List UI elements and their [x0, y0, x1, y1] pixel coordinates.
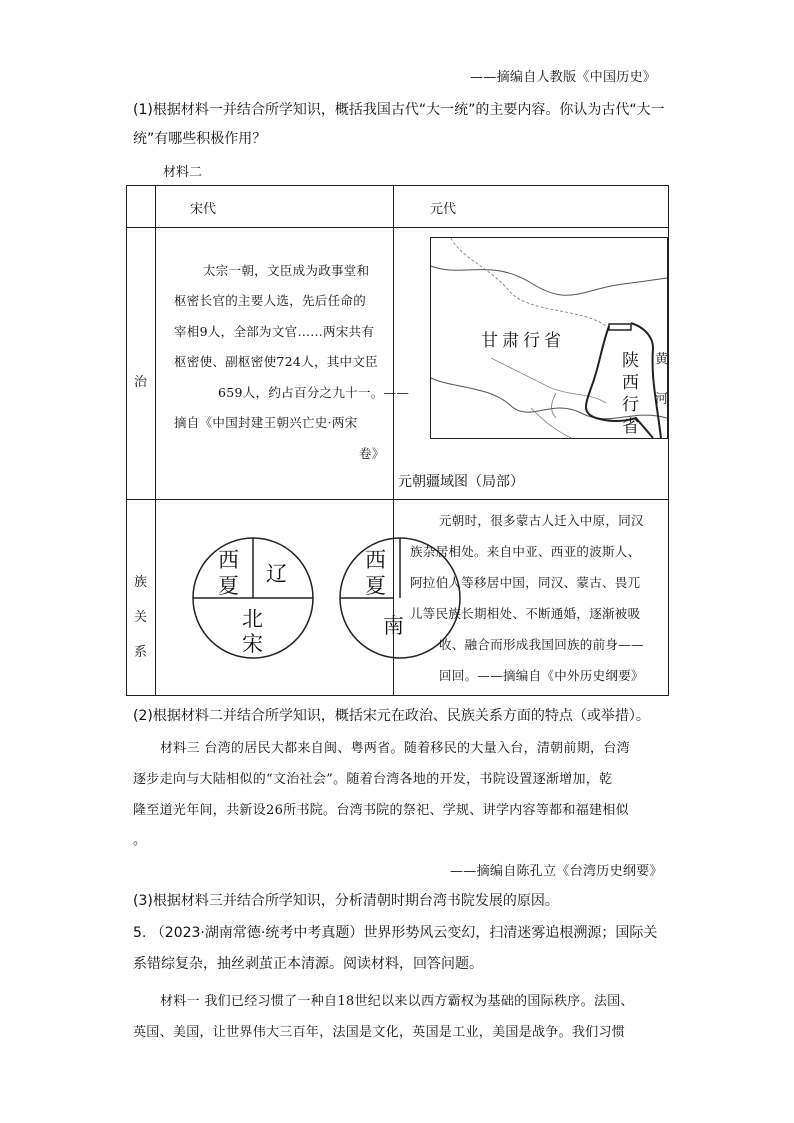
song-politics-line: 枢密使、副枢密使724人，其中文臣 [174, 354, 378, 369]
material-1-line: 材料一 我们已经习惯了一种自18世纪以来以西方霸权为基础的国际秩序。法国、 [160, 994, 634, 1009]
song-politics-line: 太宗一朝，文臣成为政事堂和 [203, 263, 370, 278]
material-1-line: 英国、美国，让世界伟大三百年，法国是文化，英国是工业，美国是战争。我们习惯 [133, 1025, 626, 1040]
circle2-partial-text: 南 [383, 614, 404, 638]
circle1-xixia-2: 夏 [218, 574, 239, 598]
circle1-xixia-1: 西 [218, 548, 239, 572]
song-politics-line: 摘自《中国封建王朝兴亡史·两宋 [174, 415, 358, 430]
song-politics-line: 659人，约占百分之九十一。—— [218, 385, 410, 400]
song-politics-line: 宰相9人，全部为文官……两宋共有 [174, 324, 375, 339]
yuan-ethnic-line: 回回。——摘编自《中外历史纲要》 [439, 668, 644, 683]
map-label-shaanxi-2: 西 [622, 373, 639, 393]
yuan-ethnic-line: 元朝时，很多蒙古人迁入中原，同汉 [439, 513, 644, 528]
source-line-3: ——摘编自陈孔立《台湾历史纲要》 [450, 864, 663, 879]
question-1-line-1: (1)根据材料一并结合所学知识，概括我国古代“大一统”的主要内容。你认为古代“大一 [133, 102, 665, 118]
yuan-territory-map [430, 237, 668, 439]
question-2: (2)根据材料二并结合所学知识，概括宋元在政治、民族关系方面的特点（或举措）。 [133, 708, 650, 724]
question-1-line-2: 统”有哪些积极作用？ [133, 131, 267, 147]
yuan-ethnic-line: 儿等民族长期相处、不断通婚，逐渐被吸 [410, 606, 641, 621]
map-caption: 元朝疆域图（局部） [398, 474, 524, 490]
map-label-edge-1: 黄 [655, 352, 669, 367]
map-label-gansu: 甘肃行省 [481, 331, 565, 351]
question-5-line-1: 5. （2023·湖南常德·统考中考真题）世界形势风云变幻，扫清迷雾追根溯源；国际关 [133, 925, 658, 941]
header-yuan: 元代 [430, 202, 457, 217]
comparison-table [126, 185, 669, 696]
song-circle-diagram [155, 500, 404, 696]
question-5-line-2: 系错综复杂，抽丝剥茧正本清源。阅读材料，回答问题。 [133, 956, 483, 972]
material-3-line: 。 [133, 833, 147, 848]
yuan-ethnic-line: 族杂居相处。来自中亚、西亚的波斯人、 [410, 544, 641, 559]
material-3-line: 材料三 台湾的居民大都来自闽、粤两省。随着移民的大量入台，清朝前期，台湾 [160, 741, 630, 756]
row-label-ethnic-3: 系 [134, 645, 148, 660]
row-label-ethnic-2: 关 [134, 610, 148, 625]
yuan-ethnic-line: 阿拉伯人等移居中国，同汉、蒙古、畏兀 [410, 575, 641, 590]
material-2-label: 材料二 [163, 165, 203, 180]
source-line-1: ——摘编自人教版《中国历史》 [470, 70, 657, 85]
map-label-edge-2: 河 [655, 392, 669, 407]
circle1-liao: 辽 [266, 562, 287, 586]
song-politics-line: 枢密长官的主要人选，先后任命的 [174, 293, 367, 308]
material-3-line: 隆至道光年间，共新设26所书院。台湾书院的祭祀、学规、讲学内容等都和福建相似 [133, 803, 629, 818]
row-label-ethnic-1: 族 [134, 575, 148, 590]
question-3: (3)根据材料三并结合所学知识，分析清朝时期台湾书院发展的原因。 [133, 893, 559, 909]
map-label-shaanxi-4: 省 [622, 417, 639, 437]
song-politics-line: 卷》 [359, 446, 385, 461]
material-3-line: 逐步走向与大陆相似的“文治社会”。随着台湾各地的开发，书院设置逐渐增加，乾 [133, 772, 613, 787]
circle1-beisong-1: 北 [242, 607, 263, 631]
yuan-ethnic-line: 收、融合而形成我国回族的前身—— [439, 637, 644, 652]
header-song: 宋代 [190, 202, 217, 217]
map-label-shaanxi-1: 陕 [622, 351, 639, 371]
row-label-politics: 治 [134, 375, 148, 390]
map-label-shaanxi-3: 行 [622, 395, 639, 415]
circle-svg [155, 500, 393, 696]
circle2-xixia-2: 夏 [365, 574, 386, 598]
circle1-beisong-2: 宋 [242, 632, 263, 656]
circle2-xixia-1: 西 [365, 548, 386, 572]
